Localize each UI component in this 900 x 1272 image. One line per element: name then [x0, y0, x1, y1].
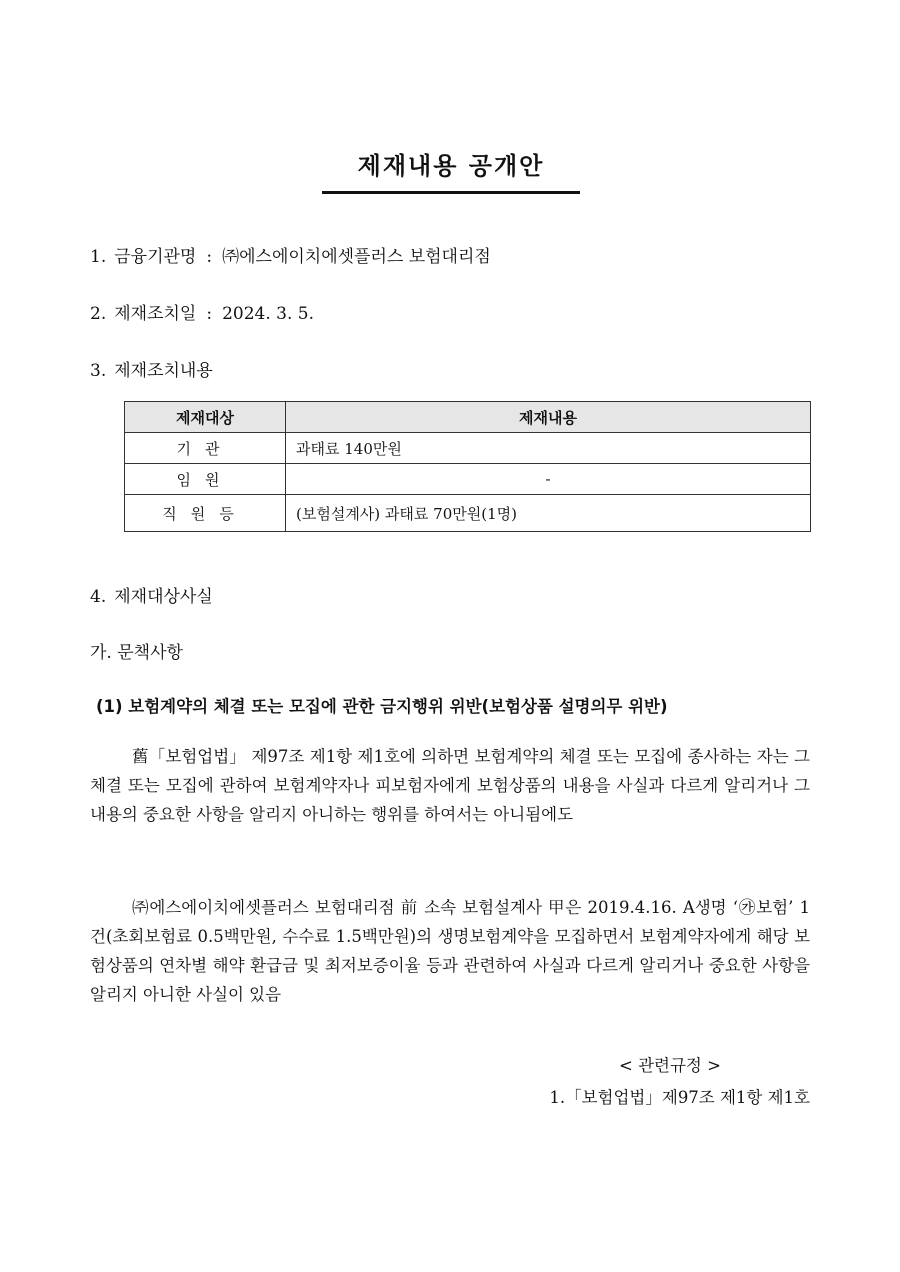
item-label: 제재조치내용 — [114, 361, 213, 381]
item-label: 제재조치일 — [114, 304, 197, 324]
item-separator: : — [206, 304, 213, 324]
violation-fact-paragraph: ㈜에스에이치에셋플러스 보험대리점 前 소속 보험설계사 甲은 2019.4.16. A생명 ‘㉮보험’ 1건(초회보험료 0.5백만원, 수수료 1.5백만원)의 생명보험계약을 모집하면서 보험계약자에게 해당 보험상품의 연차별 해약 환급금 및 최저보증이율 등과 관련하여 사실과 다르게 알리거나 중요한 사항을 알리지 아니한 사실이 있음 — [90, 898, 810, 1004]
page-title: 제재내용 공개안 — [322, 146, 580, 194]
violation-heading: (1) 보험계약의 체결 또는 모집에 관한 금지행위 위반(보험상품 설명의무 위반) — [96, 697, 668, 716]
institution-name: ㈜에스에이치에셋플러스 보험대리점 — [222, 247, 491, 267]
column-header-content: 제재내용 — [286, 402, 811, 433]
content-cell: (보험설계사) 과태료 70만원(1명) — [286, 495, 811, 532]
sanction-facts-heading — [90, 582, 213, 607]
target-cell: 임원 — [125, 464, 286, 495]
item-number: 4. — [90, 587, 107, 607]
item-number: 2. — [90, 304, 107, 324]
item-number: 3. — [90, 361, 107, 381]
target-cell: 직원등 — [125, 495, 286, 532]
legal-basis-paragraph: 舊「보험업법」 제97조 제1항 제1호에 의하면 보험계약의 체결 또는 모집에 종사하는 자는 그 체결 또는 모집에 관하여 보험계약자나 피보험자에게 보험상품의 내용을 사실과 다르게 알리거나 그 내용의 중요한 사항을 알리지 아니하는 행위를 하여서는 아니됨에도 — [90, 747, 810, 824]
related-regulation-item: 1.「보험업법」제97조 제1항 제1호 — [549, 1088, 810, 1107]
item-number: 1. — [90, 247, 107, 267]
related-regulation-title: < 관련규정 > — [619, 1056, 721, 1075]
target-cell: 기관 — [125, 433, 286, 464]
content-cell: 과태료 140만원 — [286, 433, 811, 464]
sanction-date-line — [90, 299, 314, 324]
content-cell: - — [286, 464, 811, 495]
sanction-table — [124, 401, 811, 532]
sanction-content-heading — [90, 356, 213, 381]
table-row — [125, 464, 811, 495]
institution-line — [90, 242, 491, 267]
column-header-target: 제재대상 — [125, 402, 286, 433]
item-label: 제재대상사실 — [114, 587, 213, 607]
table-header-row — [125, 402, 811, 433]
item-separator: : — [206, 247, 213, 267]
item-label: 금융기관명 — [114, 247, 197, 267]
section-heading: 가. 문책사항 — [90, 643, 183, 663]
sanction-date: 2024. 3. 5. — [222, 304, 315, 324]
table-row — [125, 433, 811, 464]
table-row — [125, 495, 811, 532]
